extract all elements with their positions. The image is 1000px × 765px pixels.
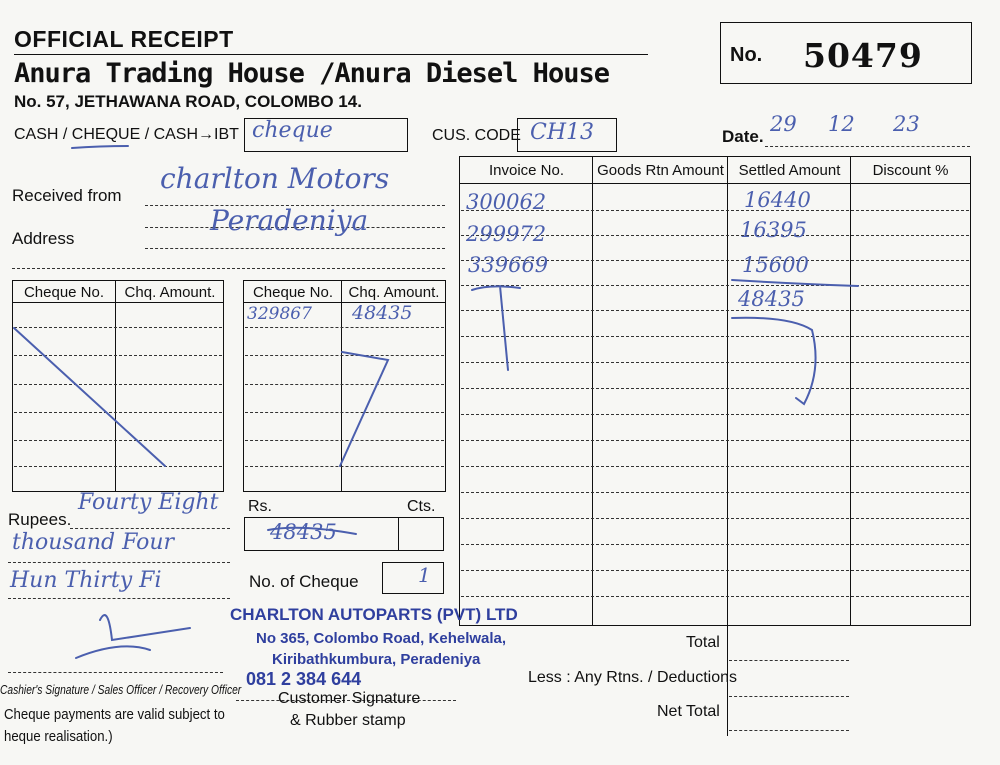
invoice-no-3: 339669 (468, 253, 549, 277)
company-address: No. 57, JETHAWANA ROAD, COLOMBO 14. (14, 92, 362, 111)
customer-signature-label: Customer Signature (278, 690, 421, 707)
cus-code-value: CH13 (530, 120, 595, 145)
total-label: Total (686, 634, 720, 651)
receipt-no-label: No. (730, 44, 763, 66)
settled-total: 48435 (738, 287, 805, 311)
stamp-phone: 081 2 384 644 (246, 669, 362, 689)
invoice-no-2: 299972 (466, 222, 547, 246)
cts-label: Cts. (407, 498, 436, 515)
cheque-right-header-no: Cheque No. (252, 284, 334, 301)
cheque-number-value: 329867 (247, 304, 312, 324)
receipt-number: 50479 (803, 36, 923, 75)
company-name: Anura Trading House /Anura Diesel House (14, 58, 609, 89)
settled-amount-3: 15600 (742, 253, 809, 277)
invoice-header-invoice-no: Invoice No. (488, 162, 565, 179)
date-year: 23 (893, 112, 920, 136)
no-of-cheque-value: 1 (418, 563, 431, 587)
date-day: 29 (770, 112, 797, 136)
cheque-note-2: heque realisation.) (4, 728, 113, 745)
settled-amount-1: 16440 (744, 188, 811, 212)
invoice-header-goods-rtn: Goods Rtn Amount (597, 162, 724, 179)
cashier-signature-label: Cashier's Signature / Sales Officer / Recovery Officer (0, 683, 242, 697)
address-label: Address (12, 229, 75, 248)
rupees-label: Rupees. (8, 510, 72, 529)
cheque-right-header-amount: Chq. Amount. (348, 284, 440, 301)
rubber-stamp-label: & Rubber stamp (290, 712, 406, 729)
rs-label: Rs. (248, 498, 272, 515)
stamp-address-1: No 365, Colombo Road, Kehelwala, (256, 630, 507, 647)
payment-mode-label: CASH / CHEQUE / CASH→IBT (14, 126, 239, 143)
cheque-note-1: Cheque payments are valid subject to (4, 706, 225, 723)
cheque-left-header-amount: Chq. Amount. (124, 284, 216, 301)
rupees-words-3: Hun Thirty Fi (10, 568, 162, 593)
no-of-cheque-label: No. of Cheque (249, 572, 359, 591)
rs-value: 48435 (270, 520, 337, 544)
net-total-label: Net Total (657, 703, 720, 720)
cus-code-label: CUS. CODE (432, 127, 521, 144)
invoice-header-settled: Settled Amount (738, 162, 841, 179)
rupees-words-2: thousand Four (12, 530, 175, 555)
cheque-amount-value: 48435 (352, 302, 413, 324)
received-from-value: charlton Motors (160, 162, 390, 195)
receipt-title: OFFICIAL RECEIPT (14, 26, 234, 52)
payment-mode-value: cheque (252, 118, 333, 143)
cheque-left-header-no: Cheque No. (23, 284, 105, 301)
received-from-label: Received from (12, 186, 122, 205)
rupees-words-1: Fourty Eight (78, 490, 219, 515)
less-label: Less : Any Rtns. / Deductions (528, 669, 737, 686)
stamp-address-2: Kiribathkumbura, Peradeniya (272, 651, 481, 668)
invoice-header-discount: Discount % (872, 162, 949, 179)
date-month: 12 (828, 112, 855, 136)
invoice-no-1: 300062 (466, 190, 547, 214)
date-label: Date. (722, 127, 764, 146)
stamp-company-name: CHARLTON AUTOPARTS (PVT) LTD (230, 605, 518, 624)
settled-amount-2: 16395 (740, 218, 807, 242)
address-value: Peradeniya (210, 204, 369, 237)
